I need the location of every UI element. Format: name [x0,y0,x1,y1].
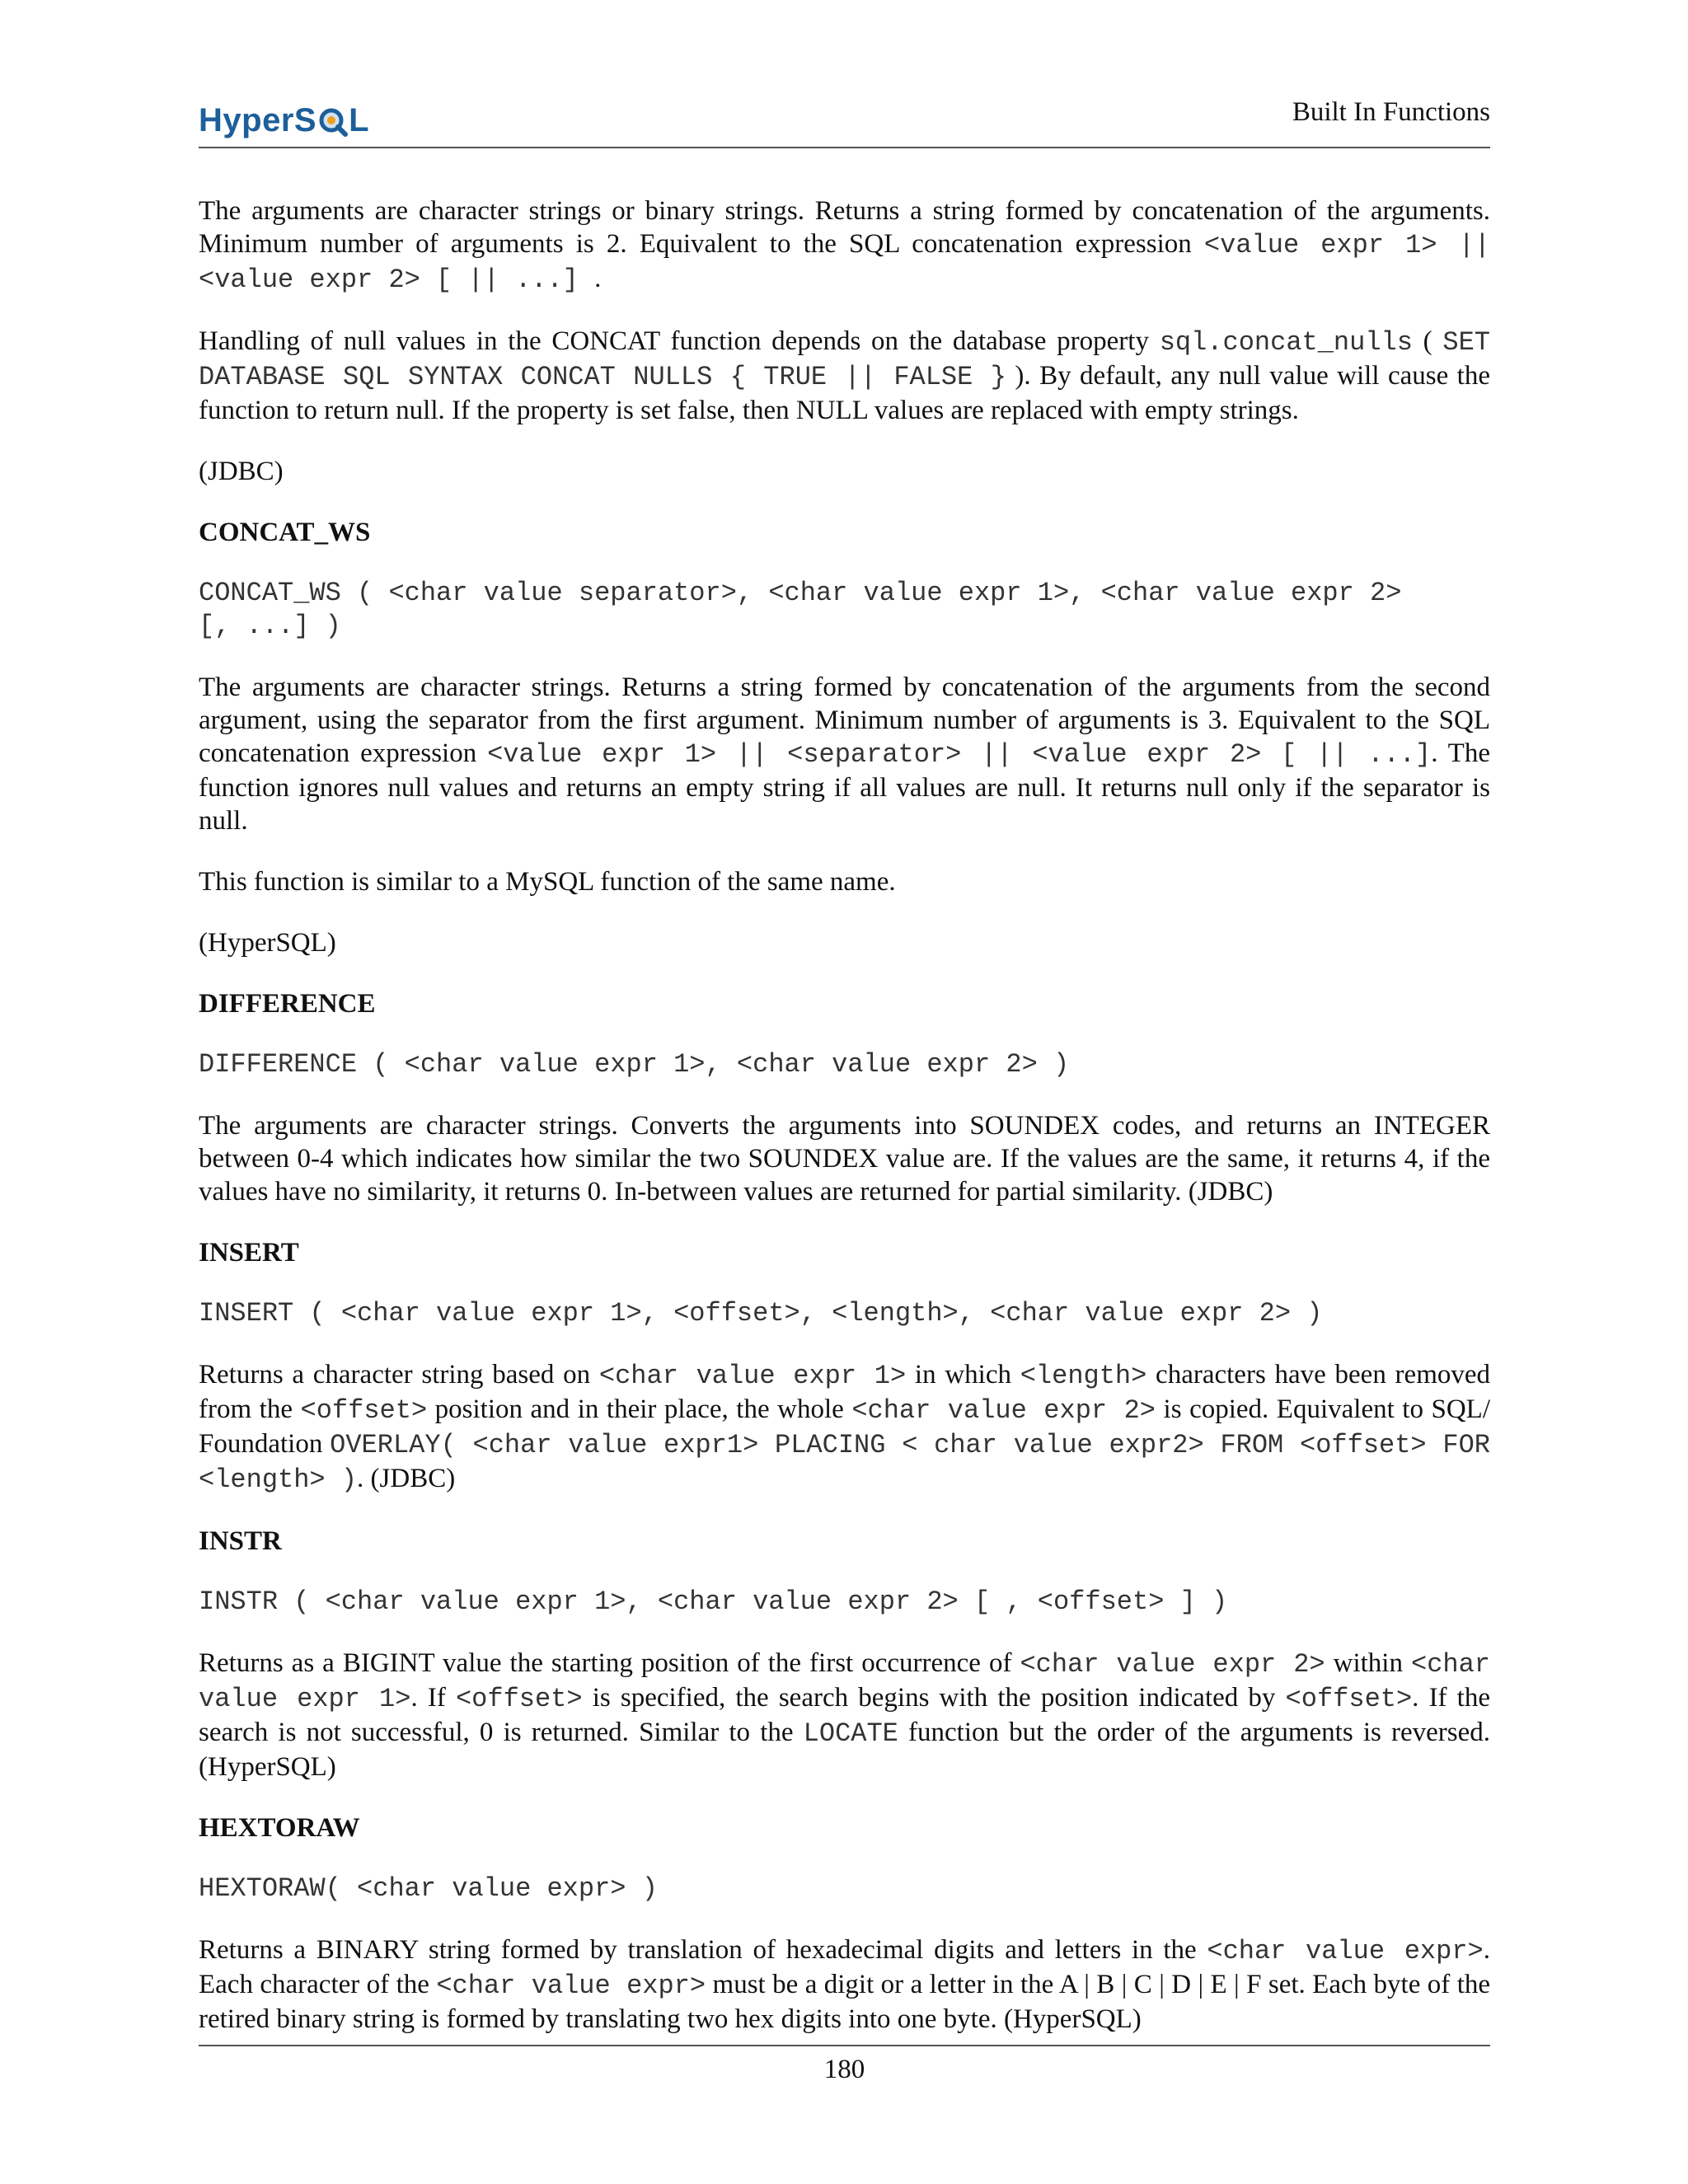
page-footer [199,2045,1490,2084]
hextoraw-description: Returns a BINARY string formed by translation of hexadecimal digits and letters in the <char value expr>. Each character of the <char value expr> must be a digit or a letter in the A | B | C | D | E | F set. Each byte of the retired binary string is formed by translating two hex digits into one byte. (HyperSQL) [199,1935,1491,2034]
hypersql-logo [199,99,369,142]
code-snippet: <offset> [300,1395,428,1426]
concat-ws-source: (HyperSQL) [199,928,336,958]
concat-ws-note: This function is similar to a MySQL function of the same name. [199,867,896,897]
difference-syntax: DIFFERENCE ( <char value expr 1>, <char value expr 2> ) [199,1049,1070,1080]
code-snippet: <offset> [1285,1684,1413,1714]
heading-hextoraw: HEXTORAW [199,1813,360,1843]
code-snippet: <value expr 1> || <separator> || <value expr 2> [ || ...] [487,739,1432,770]
concat-description: The arguments are character strings or binary strings. Returns a string formed by concatenation of the arguments. Minimum number of arguments is 2. Equivalent to the SQL concatenation expression <value expr 1> || <value expr 2> [ || ...] . [199,196,1507,295]
logo-magnifier-icon [318,105,348,135]
code-snippet: <char value expr 2> [1020,1649,1325,1680]
header-title: Built In Functions [1292,97,1490,127]
code-snippet: SET DATABASE SQL SYNTAX CONCAT NULLS { TRUE || FALSE } [199,327,1507,392]
code-snippet: LOCATE [803,1718,898,1749]
concat-source: (JDBC) [199,457,284,486]
code-snippet: <value expr 1> || <value expr 2> [ || ...] [199,230,1507,295]
logo-text-l: L [349,101,370,138]
code-snippet: OVERLAY( <char value expr1> PLACING < char value expr2> FROM <offset> FOR <length> ) [199,1430,1507,1495]
code-snippet: <char value expr 2> [851,1395,1156,1426]
heading-instr: INSTR [199,1526,282,1556]
logo-text-hyper: Hyper [199,101,294,138]
code-snippet: <char value expr 1> [598,1361,907,1391]
heading-insert: INSERT [199,1238,299,1268]
insert-syntax: INSERT ( <char value expr 1>, <offset>, <length>, <char value expr 2> ) [199,1298,1323,1329]
code-snippet: <char value expr> [1207,1936,1484,1966]
code-snippet: <offset> [455,1684,583,1714]
logo-text-s: S [293,101,317,138]
heading-concat-ws: CONCAT_WS [199,518,371,547]
code-snippet: <char value expr> [436,1971,706,2001]
code-snippet: sql.concat_nulls [1159,327,1413,358]
heading-difference: DIFFERENCE [199,989,376,1019]
instr-syntax: INSTR ( <char value expr 1>, <char value expr 2> [ , <offset> ] ) [199,1586,1228,1617]
concat-null-handling: Handling of null values in the CONCAT function depends on the database property sql.concat_nulls ( SET DATABASE SQL SYNTAX CONCAT NULLS { TRUE || FALSE } ). By default, any null value will cause the function to return null. If the property is set false, then NULL values are replaced with empty strings. [199,326,1507,425]
instr-description: Returns as a BIGINT value the starting position of the first occurrence of <char value expr 2> within <char value expr 1>. If <offset> is specified, the search begins with the position indicated by <offset>. If the search is not successful, 0 is returned. Similar to the LOCATE function but the order of the arguments is reversed. (HyperSQL) [199,1648,1507,1782]
page-content [199,194,1507,2064]
code-snippet: <char value expr 1> [199,1649,1507,1714]
difference-description: The arguments are character strings. Converts the arguments into SOUNDEX codes, and returns an INTEGER between 0-4 which indicates how similar the two SOUNDEX value are. If the values are the same, it returns 4, if the values have no similarity, it returns 0. In-between values are returned for partial similarity. (JDBC) [199,1111,1490,1207]
code-snippet: <length> [1020,1361,1147,1391]
concat-ws-description: The arguments are character strings. Returns a string formed by concatenation of the arguments from the second argument, using the separator from the first argument. Minimum number of arguments is 3. Equivalent to the SQL concatenation expression <value expr 1> || <separator> || <value expr 2> [ || ...]. The function ignores null values and returns an empty string if all values are null. It returns null only if the separator is null. [199,673,1490,836]
page-number: 180 [823,2055,865,2084]
hextoraw-syntax: HEXTORAW( <char value expr> ) [199,1873,658,1904]
concat-ws-syntax: CONCAT_WS ( <char value separator>, <char value expr 1>, <char value expr 2> [, ...] ) [199,578,1402,641]
page-header [199,89,1490,148]
insert-description: Returns a character string based on <char value expr 1> in which <length> characters have been removed from the <offset> position and in their place, the whole <char value expr 2> is copied. Equivalent to SQL/ Foundation OVERLAY( <char value expr1> PLACING < char value expr2> FROM <offset> FOR <length> ). (JDBC) [199,1360,1507,1495]
